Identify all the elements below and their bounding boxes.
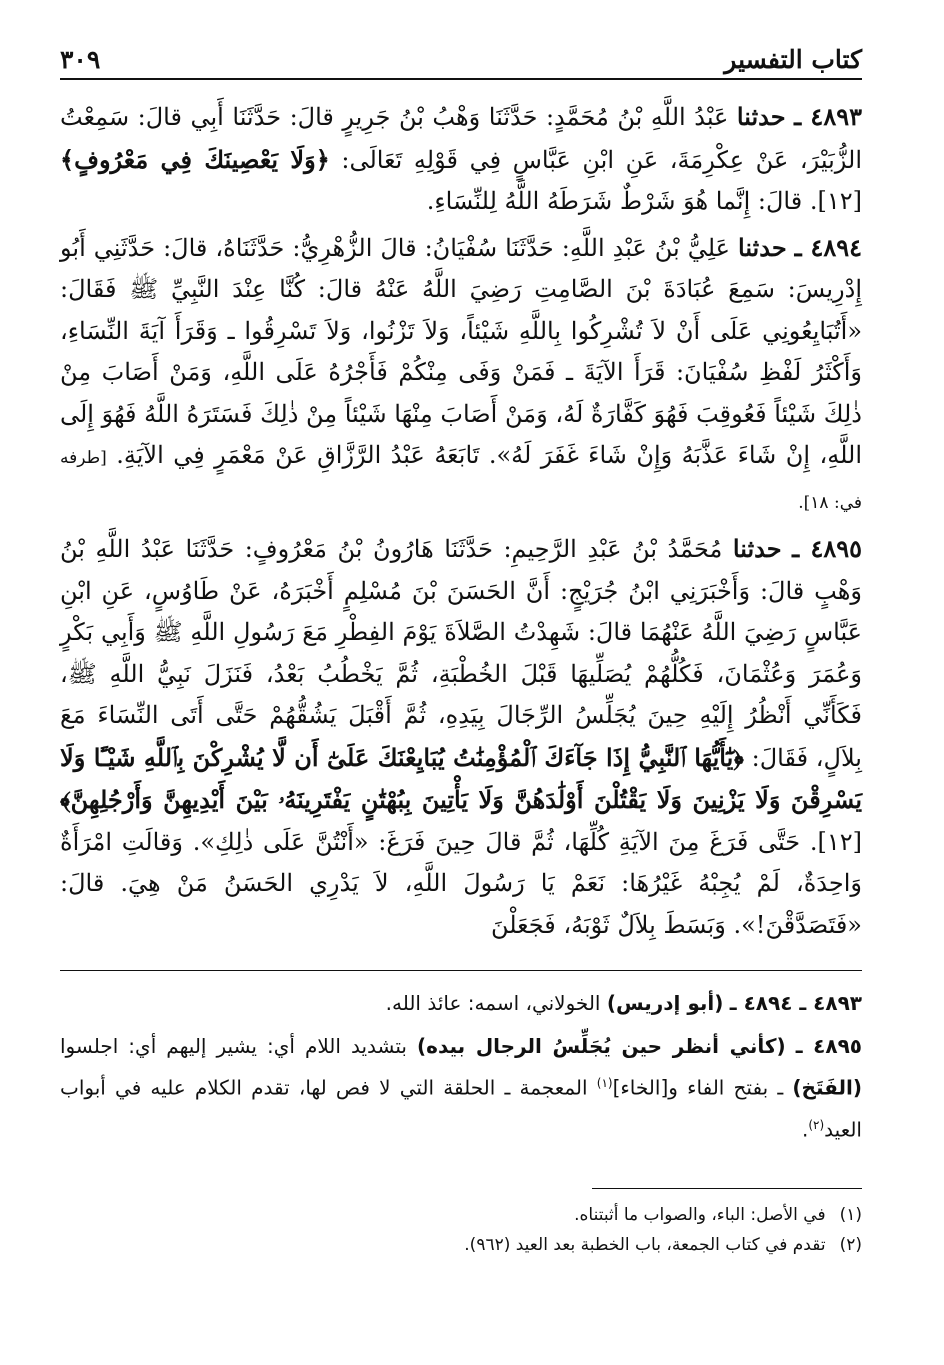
commentary-text-2: ـ بفتح الفاء و[الخاء] (612, 1075, 784, 1100)
footnote-text: تقدم في كتاب الجمعة، باب الخطبة بعد العيد (٩٦٢). (464, 1235, 826, 1255)
commentary-4893-4894 (60, 985, 862, 1022)
hadith-4894 (60, 227, 862, 525)
hadith-text: مُحَمَّدُ بْنُ عَبْدِ الرَّحِيمِ: حَدَّثَنَا هَارُونُ بْنُ مَعْرُوفٍ: حَدَّثَنَا عَبْدُ اللَّهِ بْنُ وَهْبٍ قالَ: وَأَخْبَرَنِي ابْنُ جُرَيْجٍ: أَنَّ الحَسَنَ بْنَ مُسْلِمٍ أَخْبَرَهُ، عَنْ طَاوُسٍ، عَنِ ابْنِ عَبَّاسٍ رَضِيَ اللَّهُ عَنْهُمَا قالَ: شَهِدْتُ الصَّلاَةَ يَوْمَ الفِطْرِ مَعَ رَسُولِ اللَّهِ ﷺ وَأَبِي بَكْرٍ وَعُمَرَ وَعُثْمَانَ، فَكُلُّهُمْ يُصَلِّيهَا قَبْلَ الخُطْبَةِ، ثُمَّ يَخْطُبُ بَعْدُ، فَنَزَلَ نَبِيُّ اللَّهِ ﷺ، فَكَأَنِّي أَنْظُرُ إِلَيْهِ حِينَ يُجَلِّسُ الرِّجَالَ بِيَدِهِ، ثُمَّ أَقْبَلَ يَشُقُّهُمْ حَتَّى أَتَى النِّسَاءَ مَعَ بِلاَلٍ، فَقَالَ: (60, 535, 862, 772)
commentary-text: الخولاني، اسمه: عائذ الله. (385, 991, 601, 1015)
hadith-text-after: [١٢]. قالَ: إِنَّما هُوَ شَرْطٌ شَرَطَهُ اللَّهُ لِلنِّسَاءِ. (426, 187, 862, 215)
footnote-text: في الأصل: الباء، والصواب ما أثبتناه. (574, 1205, 826, 1225)
footnote-divider (592, 1188, 862, 1189)
footnote-2 (60, 1230, 862, 1260)
hadith-text: عَبْدُ اللَّهِ بْنُ مُحَمَّدٍ: حَدَّثَنَا وَهْبُ بْنُ جَرِيرٍ قالَ: حَدَّثَنَا أَبِي قالَ: سَمِعْتُ الزُّبَيْرَ، عَنْ عِكْرِمَةَ، عَنِ ابْنِ عَبَّاسٍ فِي قَوْلِهِ تَعَالَى: (60, 103, 862, 174)
quran-verse: ﴿يَٰٓأَيُّهَا ٱلنَّبِيُّ إِذَا جَآءَكَ ٱلْمُؤْمِنَٰتُ يُبَايِعْنَكَ عَلَىٰٓ أَن لَّا يُشْرِكْنَ بِٱللَّهِ شَيْـًٔا وَلَا يَسْرِقْنَ وَلَا يَزْنِينَ وَلَا يَقْتُلْنَ أَوْلَٰدَهُنَّ وَلَا يَأْتِينَ بِبُهْتَٰنٍ يَفْتَرِينَهُۥ بَيْنَ أَيْدِيهِنَّ وَأَرْجُلِهِنَّ﴾ (60, 742, 862, 814)
quran-verse: ﴿وَلَا يَعْصِينَكَ فِي مَعْرُوفٍ﴾ (60, 144, 330, 174)
commentary-number: ٤٨٩٥ ـ (795, 1034, 862, 1058)
commentary-end: . (801, 1117, 809, 1142)
commentary-number: ٤٨٩٣ ـ ٤٨٩٤ ـ (729, 991, 862, 1015)
commentary-phrase: (كأني أنظر حين يُجَلِّسُ الرجال بيده) (417, 1034, 786, 1058)
hadith-number: ٤٨٩٣ ـ (794, 102, 862, 131)
footnote-1 (60, 1200, 862, 1230)
commentary-phrase: (أبو إدريس) (606, 991, 724, 1015)
hadith-text-body (60, 96, 862, 950)
cross-reference: [طرفه في: ١٨]. (60, 448, 862, 513)
hadith-intro: حدثنا (736, 102, 786, 131)
hadith-intro: حدثنا (732, 534, 782, 563)
book-title: كتاب التفسير (724, 45, 862, 74)
footnote-marker: (٢) (839, 1235, 862, 1255)
footnotes (60, 1200, 862, 1260)
hadith-text: عَلِيُّ بْنُ عَبْدِ اللَّهِ: حَدَّثَنَا سُفْيَانُ: قالَ الزُّهْرِيُّ: حَدَّثَنَاهُ، قالَ: حَدَّثَنِي أَبُو إِدْرِيسَ: سَمِعَ عُبَادَةَ بْنَ الصَّامِتِ رَضِيَ اللَّهُ عَنْهُ قالَ: كُنَّا عِنْدَ النَّبِيِّ ﷺ فَقَالَ: «أَتُبَايِعُونِي عَلَى أَنْ لاَ تُشْرِكُوا بِاللَّهِ شَيْئاً، وَلاَ تَزْنُوا، وَلاَ تَسْرِقُوا ـ وَقَرَأَ آيَةَ النِّسَاءِ، وَأَكْثَرُ لَفْظِ سُفْيَانَ: قَرَأَ الآيَةَ ـ فَمَنْ وَفَى مِنْكُمْ فَأَجْرُهُ عَلَى اللَّهِ، وَمَنْ أَصَابَ مِنْ ذٰلِكَ شَيْئاً فَعُوقِبَ فَهُوَ كَفَّارَةٌ لَهُ، وَمَنْ أَصَابَ مِنْهَا شَيْئاً مِنْ ذٰلِكَ فَسَتَرَهُ اللَّهُ فَهُوَ إِلَى اللَّهِ، إِنْ شَاءَ عَذَّبَهُ وَإِنْ شَاءَ غَفَرَ لَهُ». تَابَعَهُ عَبْدُ الرَّزَّاقِ عَنْ مَعْمَرٍ فِي الآيَةِ. (59, 233, 862, 469)
hadith-4895 (60, 528, 862, 946)
page-number: ٣٠٩ (60, 45, 101, 74)
page-header (60, 38, 862, 80)
hadith-number: ٤٨٩٤ ـ (794, 232, 862, 262)
footnote-marker-2: (٢) (808, 1117, 825, 1132)
footnote-marker-1: (١) (596, 1076, 613, 1090)
hadith-intro: حدثنا (738, 232, 787, 262)
commentary-text: بتشديد اللام أي: يشير إليهم أي: اجلسوا (60, 1034, 407, 1058)
commentary-section (60, 985, 862, 1154)
hadith-number: ٤٨٩٥ ـ (792, 534, 862, 563)
hadith-text-after: [١٢]. حَتَّى فَرَغَ مِنَ الآيَةِ كُلِّهَا، ثُمَّ قالَ حِينَ فَرَغَ: «أَنْتُنَّ عَلَى ذٰلِكِ». وَقالَتِ امْرَأَةٌ وَاحِدَةٌ، لَمْ يُجِبْهُ غَيْرُهَا: نَعَمْ يَا رَسُولَ اللَّهِ، لاَ يَدْرِي الحَسَنُ مَنْ هِيَ. قالَ: «فَتَصَدَّقْنَ!». وَبَسَطَ بِلاَلٌ ثَوْبَهُ، فَجَعَلْنَ (60, 827, 862, 939)
footnote-marker: (١) (839, 1205, 862, 1225)
commentary-phrase-2: (الفَتَخ) (792, 1075, 863, 1100)
commentary-4895 (60, 1028, 862, 1148)
hadith-4893 (60, 96, 862, 223)
commentary-divider (60, 970, 862, 971)
commentary-text-3: المعجمة ـ الحلقة التي لا فص لها، تقدم الكلام عليه في أبواب العيد (60, 1075, 862, 1142)
